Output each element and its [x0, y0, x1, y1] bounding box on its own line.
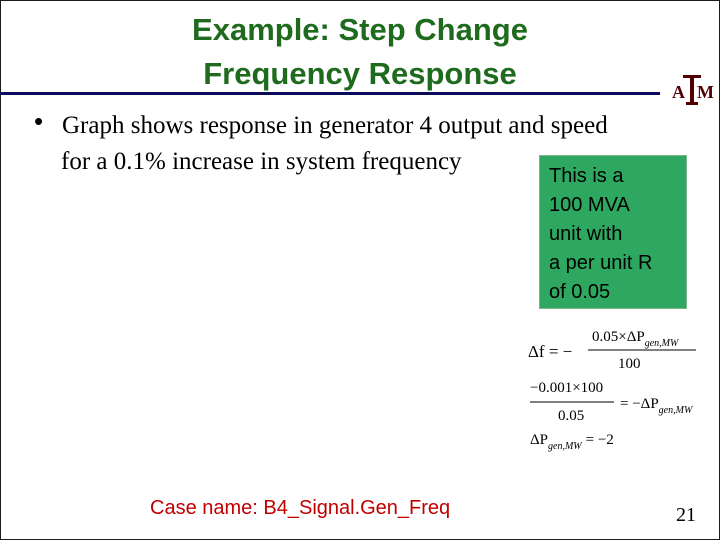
eq1-lhs: Δf = − [528, 342, 573, 361]
case-name: Case name: B4_Signal.Gen_Freq [150, 497, 451, 519]
svg-text:M: M [697, 82, 714, 102]
svg-text:A: A [672, 82, 685, 102]
title-line-1: Example: Step Change [192, 12, 528, 47]
eq3: $\Delta P_{gen,MW} = -2$ [530, 432, 614, 452]
title-divider [0, 92, 660, 95]
bullet-line-2: for a 0.1% increase in system frequency [61, 148, 462, 175]
callout-line: 100 MVA [549, 194, 630, 216]
callout-line: a per unit R [549, 252, 653, 274]
callout-line: This is a [549, 165, 624, 187]
eq2-denominator: 0.05 [558, 408, 585, 424]
university-logo-icon [670, 72, 714, 108]
bullet-marker: • [34, 106, 44, 136]
eq1-denominator: 100 [618, 356, 641, 372]
eq1-numerator: $0.05\times\Delta P_{gen,MW}$ [592, 329, 679, 349]
callout-line: of 0.05 [549, 281, 611, 303]
title-line-2: Frequency Response [203, 56, 517, 91]
page-number: 21 [676, 504, 696, 526]
equations [526, 320, 706, 460]
callout-line: unit with [549, 223, 623, 245]
bullet-line-1: Graph shows response in generator 4 output and speed [62, 112, 608, 139]
eq2-numerator: −0.001×100 [530, 380, 604, 396]
eq2-rhs: = $-\Delta P_{gen,MW}$ [620, 396, 693, 416]
slide-title [90, 8, 630, 96]
callout-box [539, 155, 687, 309]
